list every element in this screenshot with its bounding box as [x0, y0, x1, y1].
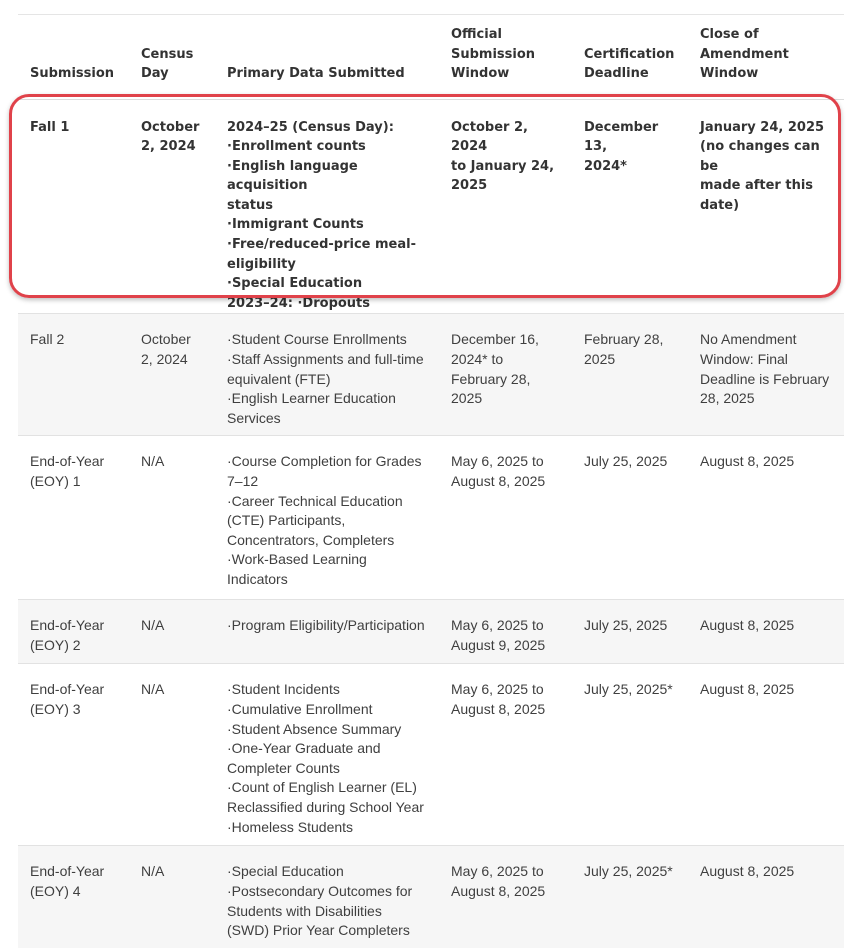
cell-amendment-window: January 24, 2025 (no changes can be made after this date)	[688, 99, 844, 314]
table-row-eoy-1	[18, 436, 844, 600]
cell-certification-deadline: July 25, 2025*	[572, 846, 688, 949]
cell-submission: End-of-Year (EOY) 2	[18, 600, 129, 664]
cell-certification-deadline: July 25, 2025	[572, 600, 688, 664]
cell-certification-deadline: February 28, 2025	[572, 314, 688, 436]
cell-certification-deadline: December 13, 2024*	[572, 99, 688, 314]
cell-census-day: October 2, 2024	[129, 99, 215, 314]
header-row	[18, 15, 844, 100]
header-submission-window: Official Submission Window	[439, 15, 572, 100]
submission-schedule-table	[18, 14, 844, 948]
cell-census-day: N/A	[129, 600, 215, 664]
header-amendment-window: Close of Amendment Window	[688, 15, 844, 100]
cell-primary-data: ·Program Eligibility/Participation	[215, 600, 439, 664]
cell-submission-window: May 6, 2025 to August 8, 2025	[439, 664, 572, 846]
cell-submission-window: May 6, 2025 to August 8, 2025	[439, 846, 572, 949]
cell-census-day: October 2, 2024	[129, 314, 215, 436]
cell-submission: End-of-Year (EOY) 1	[18, 436, 129, 600]
cell-amendment-window: August 8, 2025	[688, 846, 844, 949]
cell-certification-deadline: July 25, 2025*	[572, 664, 688, 846]
cell-certification-deadline: July 25, 2025	[572, 436, 688, 600]
cell-amendment-window: No Amendment Window: Final Deadline is February 28, 2025	[688, 314, 844, 436]
cell-submission-window: May 6, 2025 to August 9, 2025	[439, 600, 572, 664]
cell-amendment-window: August 8, 2025	[688, 664, 844, 846]
cell-submission: End-of-Year (EOY) 4	[18, 846, 129, 949]
table-row-eoy-4	[18, 846, 844, 949]
cell-primary-data: ·Student Incidents ·Cumulative Enrollment ·Student Absence Summary ·One-Year Graduate and Completer Counts ·Count of English Learner (EL) Reclassified during School Year ·Homeless Students	[215, 664, 439, 846]
header-census-day: Census Day	[129, 15, 215, 100]
table-row-fall-2	[18, 314, 844, 436]
cell-submission: Fall 1	[18, 99, 129, 314]
table-row-fall-1	[18, 99, 844, 314]
cell-census-day: N/A	[129, 846, 215, 949]
header-primary-data: Primary Data Submitted	[215, 15, 439, 100]
cell-submission: End-of-Year (EOY) 3	[18, 664, 129, 846]
cell-census-day: N/A	[129, 664, 215, 846]
table-row-eoy-2	[18, 600, 844, 664]
header-submission: Submission	[18, 15, 129, 100]
cell-primary-data: ·Course Completion for Grades 7–12 ·Career Technical Education (CTE) Participants, Concentrators, Completers ·Work-Based Learning Indicators	[215, 436, 439, 600]
cell-primary-data: 2024–25 (Census Day): ·Enrollment counts ·English language acquisition status ·Immigrant Counts ·Free/reduced-price meal- eligibility ·Special Education 2023–24: ·Dropouts	[215, 99, 439, 314]
cell-submission: Fall 2	[18, 314, 129, 436]
cell-submission-window: May 6, 2025 to August 8, 2025	[439, 436, 572, 600]
cell-primary-data: ·Student Course Enrollments ·Staff Assignments and full-time equivalent (FTE) ·English Learner Education Services	[215, 314, 439, 436]
cell-amendment-window: August 8, 2025	[688, 436, 844, 600]
cell-submission-window: December 16, 2024* to February 28, 2025	[439, 314, 572, 436]
cell-primary-data: ·Special Education ·Postsecondary Outcomes for Students with Disabilities (SWD) Prior Year Completers	[215, 846, 439, 949]
table-row-eoy-3	[18, 664, 844, 846]
header-certification-deadline: Certification Deadline	[572, 15, 688, 100]
cell-amendment-window: August 8, 2025	[688, 600, 844, 664]
cell-census-day: N/A	[129, 436, 215, 600]
cell-submission-window: October 2, 2024 to January 24, 2025	[439, 99, 572, 314]
